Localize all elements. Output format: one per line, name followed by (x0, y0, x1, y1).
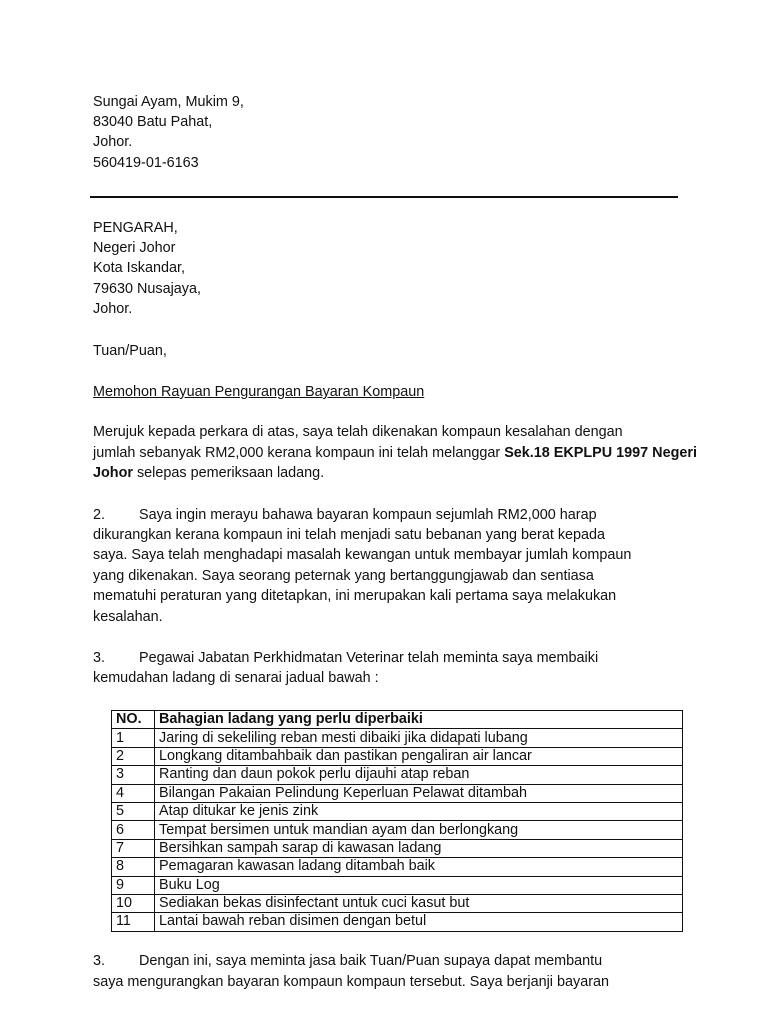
regulation-reference: Sek.18 EKPLPU 1997 Negeri (504, 445, 697, 461)
row-item: Lantai bawah reban disimen dengan betul (155, 913, 683, 931)
row-number: 4 (112, 784, 155, 802)
row-item: Buku Log (155, 876, 683, 894)
table-row (112, 913, 683, 931)
row-item: Tempat bersimen untuk mandian ayam dan berlongkang (155, 821, 683, 839)
row-number: 9 (112, 876, 155, 894)
paragraph-4-line-2: saya mengurangkan bayaran kompaun kompaun tersebut. Saya berjanji bayaran (93, 974, 609, 990)
subject-heading: Memohon Rayuan Pengurangan Bayaran Kompaun (93, 384, 425, 400)
table-row (112, 766, 683, 784)
row-item: Ranting dan daun pokok perlu dijauhi atap reban (155, 766, 683, 784)
paragraph-1-line-1: Merujuk kepada perkara di atas, saya telah dikenakan kompaun kesalahan dengan (93, 424, 623, 440)
paragraph-2-line-1 (93, 505, 597, 525)
recipient-line-2: Kota Iskandar, (93, 260, 185, 276)
row-number: 8 (112, 858, 155, 876)
table-row (112, 729, 683, 747)
table-row (112, 821, 683, 839)
row-item: Longkang ditambahbaik dan pastikan pengaliran air lancar (155, 747, 683, 765)
paragraph-4-number: 3. (93, 953, 106, 969)
recipient-line-3: 79630 Nusajaya, (93, 281, 202, 297)
paragraph-4-line-1-text: Dengan ini, saya meminta jasa baik Tuan/Puan supaya dapat membantu (139, 953, 603, 969)
header-divider (90, 196, 678, 198)
paragraph-2-line-6: kesalahan. (93, 609, 163, 625)
table-row (112, 876, 683, 894)
row-item: Sediakan bekas disinfectant untuk cuci kasut but (155, 894, 683, 912)
paragraph-1-line-2-text: jumlah sebanyak RM2,000 kerana kompaun ini telah melanggar (93, 445, 505, 461)
paragraph-1-line-3-text: selepas pemeriksaan ladang. (132, 465, 325, 481)
table-row (112, 747, 683, 765)
paragraph-2-line-1-text: Saya ingin merayu bahawa bayaran kompaun sejumlah RM2,000 harap (139, 507, 597, 523)
paragraph-3-line-1 (93, 648, 598, 668)
paragraph-2-line-2: dikurangkan kerana kompaun ini telah menjadi satu bebanan yang berat kepada (93, 527, 606, 543)
row-number: 2 (112, 747, 155, 765)
regulation-reference-cont: Johor (93, 465, 133, 481)
table-row (112, 802, 683, 820)
paragraph-2-line-4: yang dikenakan. Saya seorang peternak yang bertanggungjawab dan sentiasa (93, 568, 594, 584)
paragraph-2-line-5: mematuhi peraturan yang ditetapkan, ini merupakan kali pertama saya melakukan (93, 588, 617, 604)
row-item: Jaring di sekeliling reban mesti dibaiki jika didapati lubang (155, 729, 683, 747)
table-header-row (112, 711, 683, 729)
paragraph-4-line-1 (93, 951, 602, 971)
paragraph-2-line-3: saya. Saya telah menghadapi masalah kewangan untuk membayar jumlah kompaun (93, 547, 632, 563)
paragraph-1-line-2 (93, 443, 697, 463)
row-number: 3 (112, 766, 155, 784)
paragraph-1-line-3 (93, 463, 324, 483)
recipient-title: PENGARAH, (93, 220, 178, 236)
paragraph-3-number: 3. (93, 650, 106, 666)
repair-items-table (111, 710, 683, 932)
row-item: Bilangan Pakaian Pelindung Keperluan Pelawat ditambah (155, 784, 683, 802)
row-item: Bersihkan sampah sarap di kawasan ladang (155, 839, 683, 857)
salutation: Tuan/Puan, (93, 343, 167, 359)
row-number: 10 (112, 894, 155, 912)
table-row (112, 839, 683, 857)
paragraph-3-line-1-text: Pegawai Jabatan Perkhidmatan Veterinar telah meminta saya membaiki (139, 650, 599, 666)
row-number: 1 (112, 729, 155, 747)
recipient-line-4: Johor. (93, 301, 133, 317)
column-header-no: NO. (112, 711, 155, 729)
column-header-item: Bahagian ladang yang perlu diperbaiki (155, 711, 683, 729)
table-row (112, 894, 683, 912)
paragraph-2-number: 2. (93, 507, 106, 523)
sender-address-line-1: Sungai Ayam, Mukim 9, (93, 94, 244, 110)
sender-address-line-3: Johor. (93, 134, 133, 150)
row-number: 5 (112, 802, 155, 820)
sender-ic-number: 560419-01-6163 (93, 155, 199, 171)
row-item: Pemagaran kawasan ladang ditambah baik (155, 858, 683, 876)
row-number: 7 (112, 839, 155, 857)
row-number: 6 (112, 821, 155, 839)
row-number: 11 (112, 913, 155, 931)
row-item: Atap ditukar ke jenis zink (155, 802, 683, 820)
paragraph-3-line-2: kemudahan ladang di senarai jadual bawah : (93, 670, 379, 686)
table-row (112, 858, 683, 876)
sender-address-line-2: 83040 Batu Pahat, (93, 114, 213, 130)
recipient-line-1: Negeri Johor (93, 240, 176, 256)
table-row (112, 784, 683, 802)
